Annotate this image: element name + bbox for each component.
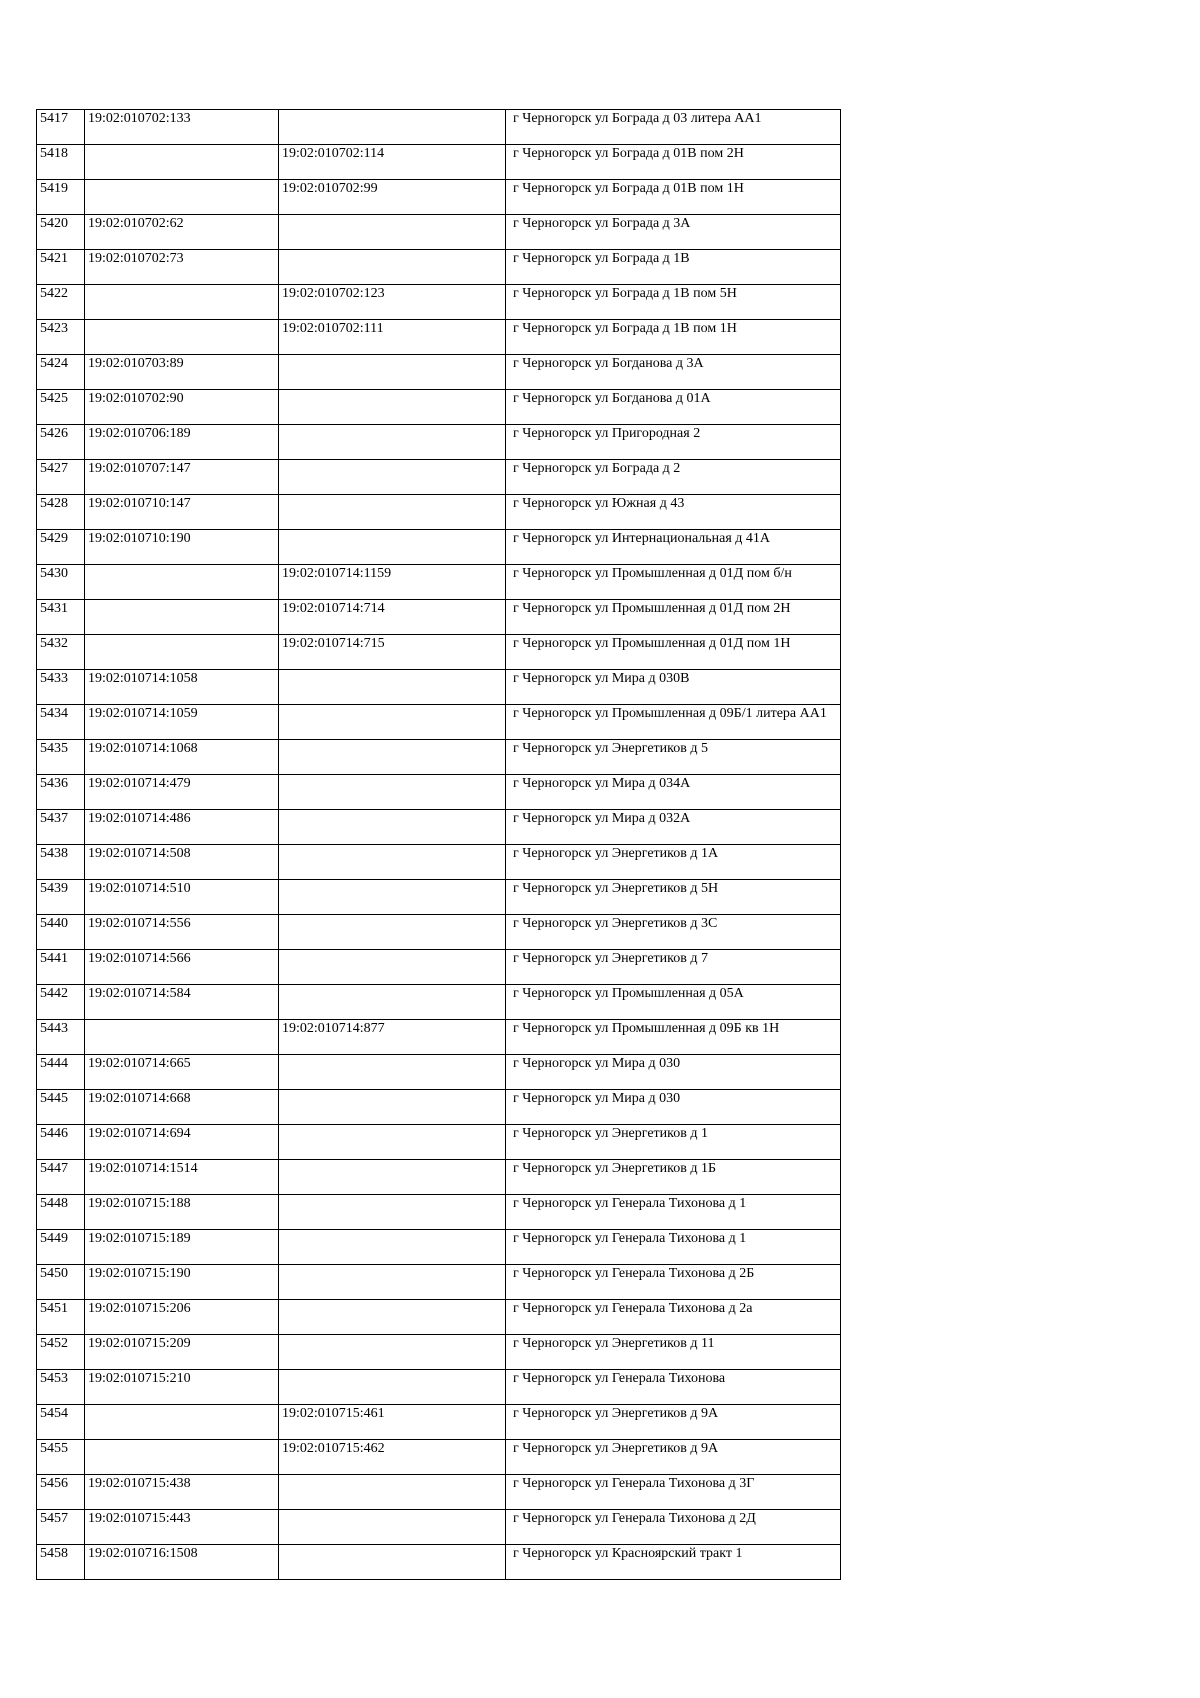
address-text: г Черногорск ул Пригородная 2 — [513, 426, 701, 441]
premises-cadastral-number-cell — [279, 775, 506, 810]
row-number-cell: 5444 — [37, 1055, 85, 1090]
address-cell — [506, 565, 841, 600]
land-cadastral-number-cell: 19:02:010714:694 — [85, 1125, 279, 1160]
address-cell — [506, 1055, 841, 1090]
address-text: г Черногорск ул Энергетиков д 1Б — [513, 1161, 717, 1176]
land-cadastral-number-cell: 19:02:010715:188 — [85, 1195, 279, 1230]
premises-cadastral-number-cell — [279, 705, 506, 740]
premises-cadastral-number-cell: 19:02:010715:462 — [279, 1440, 506, 1475]
land-cadastral-number-cell — [85, 285, 279, 320]
table-row — [37, 530, 841, 565]
table-row — [37, 1300, 841, 1335]
address-cell — [506, 1475, 841, 1510]
premises-cadastral-number-cell — [279, 1300, 506, 1335]
table-row — [37, 1055, 841, 1090]
address-cell — [506, 110, 841, 145]
land-cadastral-number-cell: 19:02:010714:508 — [85, 845, 279, 880]
address-text: г Черногорск ул Энергетиков д 1 — [513, 1126, 708, 1141]
address-cell — [506, 425, 841, 460]
address-cell — [506, 1405, 841, 1440]
premises-cadastral-number-cell — [279, 1370, 506, 1405]
land-cadastral-number-cell — [85, 320, 279, 355]
row-number-cell: 5438 — [37, 845, 85, 880]
row-number-cell: 5447 — [37, 1160, 85, 1195]
row-number-cell: 5434 — [37, 705, 85, 740]
land-cadastral-number-cell: 19:02:010710:190 — [85, 530, 279, 565]
premises-cadastral-number-cell — [279, 110, 506, 145]
row-number-cell: 5430 — [37, 565, 85, 600]
table-row — [37, 1090, 841, 1125]
table-row — [37, 1510, 841, 1545]
table-row — [37, 390, 841, 425]
table-row — [37, 600, 841, 635]
address-text: г Черногорск ул Генерала Тихонова д 1 — [513, 1196, 747, 1211]
row-number-cell: 5420 — [37, 215, 85, 250]
address-cell — [506, 495, 841, 530]
row-number-cell: 5450 — [37, 1265, 85, 1300]
premises-cadastral-number-cell — [279, 1545, 506, 1580]
land-cadastral-number-cell: 19:02:010702:73 — [85, 250, 279, 285]
premises-cadastral-number-cell — [279, 250, 506, 285]
address-cell — [506, 1090, 841, 1125]
address-text: г Черногорск ул Промышленная д 01Д пом 1Н — [513, 636, 791, 651]
table-row — [37, 740, 841, 775]
row-number-cell: 5439 — [37, 880, 85, 915]
land-cadastral-number-cell: 19:02:010715:210 — [85, 1370, 279, 1405]
row-number-cell: 5427 — [37, 460, 85, 495]
land-cadastral-number-cell: 19:02:010702:133 — [85, 110, 279, 145]
table-row — [37, 1440, 841, 1475]
row-number-cell: 5417 — [37, 110, 85, 145]
premises-cadastral-number-cell — [279, 1265, 506, 1300]
address-text: г Черногорск ул Бограда д 01В пом 1Н — [513, 181, 744, 196]
address-text: г Черногорск ул Энергетиков д 1А — [513, 846, 719, 861]
table-row — [37, 320, 841, 355]
address-text: г Черногорск ул Энергетиков д 7 — [513, 951, 708, 966]
table-row — [37, 460, 841, 495]
premises-cadastral-number-cell — [279, 1475, 506, 1510]
land-cadastral-number-cell: 19:02:010702:90 — [85, 390, 279, 425]
table-row — [37, 915, 841, 950]
address-text: г Черногорск ул Бограда д 2 — [513, 461, 681, 476]
row-number-cell: 5455 — [37, 1440, 85, 1475]
premises-cadastral-number-cell — [279, 215, 506, 250]
premises-cadastral-number-cell: 19:02:010714:877 — [279, 1020, 506, 1055]
row-number-cell: 5421 — [37, 250, 85, 285]
premises-cadastral-number-cell — [279, 845, 506, 880]
address-text: г Черногорск ул Богданова д 01А — [513, 391, 711, 406]
address-text: г Черногорск ул Энергетиков д 9А — [513, 1441, 719, 1456]
address-text: г Черногорск ул Бограда д 1В пом 1Н — [513, 321, 737, 336]
address-cell — [506, 1265, 841, 1300]
land-cadastral-number-cell — [85, 1405, 279, 1440]
table-row — [37, 1195, 841, 1230]
land-cadastral-number-cell — [85, 600, 279, 635]
address-text: г Черногорск ул Генерала Тихонова д 2а — [513, 1301, 753, 1316]
address-text: г Черногорск ул Генерала Тихонова — [513, 1371, 726, 1386]
land-cadastral-number-cell — [85, 565, 279, 600]
row-number-cell: 5426 — [37, 425, 85, 460]
address-text: г Черногорск ул Мира д 030 — [513, 1056, 681, 1071]
row-number-cell: 5451 — [37, 1300, 85, 1335]
row-number-cell: 5457 — [37, 1510, 85, 1545]
land-cadastral-number-cell: 19:02:010715:209 — [85, 1335, 279, 1370]
table-row — [37, 355, 841, 390]
row-number-cell: 5437 — [37, 810, 85, 845]
address-text: г Черногорск ул Мира д 034А — [513, 776, 691, 791]
address-text: г Черногорск ул Энергетиков д 5Н — [513, 881, 719, 896]
address-cell — [506, 1020, 841, 1055]
address-text: г Черногорск ул Энергетиков д 5 — [513, 741, 708, 756]
land-cadastral-number-cell: 19:02:010715:438 — [85, 1475, 279, 1510]
land-cadastral-number-cell: 19:02:010714:486 — [85, 810, 279, 845]
address-text: г Черногорск ул Промышленная д 01Д пом 2Н — [513, 601, 791, 616]
land-cadastral-number-cell: 19:02:010706:189 — [85, 425, 279, 460]
land-cadastral-number-cell: 19:02:010714:556 — [85, 915, 279, 950]
land-cadastral-number-cell: 19:02:010714:479 — [85, 775, 279, 810]
address-cell — [506, 145, 841, 180]
table-row — [37, 285, 841, 320]
address-cell — [506, 635, 841, 670]
address-cell — [506, 1510, 841, 1545]
premises-cadastral-number-cell — [279, 880, 506, 915]
table-row — [37, 775, 841, 810]
row-number-cell: 5429 — [37, 530, 85, 565]
address-text: г Черногорск ул Мира д 030В — [513, 671, 690, 686]
premises-cadastral-number-cell — [279, 460, 506, 495]
address-cell — [506, 1440, 841, 1475]
land-cadastral-number-cell — [85, 180, 279, 215]
premises-cadastral-number-cell — [279, 1230, 506, 1265]
land-cadastral-number-cell: 19:02:010715:206 — [85, 1300, 279, 1335]
row-number-cell: 5435 — [37, 740, 85, 775]
row-number-cell: 5458 — [37, 1545, 85, 1580]
address-cell — [506, 250, 841, 285]
address-cell — [506, 845, 841, 880]
table-row — [37, 215, 841, 250]
table-row — [37, 110, 841, 145]
land-cadastral-number-cell: 19:02:010715:189 — [85, 1230, 279, 1265]
premises-cadastral-number-cell: 19:02:010702:99 — [279, 180, 506, 215]
table-row — [37, 985, 841, 1020]
table-row — [37, 180, 841, 215]
address-text: г Черногорск ул Богданова д 3А — [513, 356, 704, 371]
table-row — [37, 705, 841, 740]
address-cell — [506, 775, 841, 810]
row-number-cell: 5440 — [37, 915, 85, 950]
table-row — [37, 1160, 841, 1195]
land-cadastral-number-cell: 19:02:010714:1068 — [85, 740, 279, 775]
land-cadastral-number-cell: 19:02:010714:668 — [85, 1090, 279, 1125]
address-cell — [506, 1230, 841, 1265]
address-text: г Черногорск ул Промышленная д 01Д пом б/н — [513, 566, 792, 581]
premises-cadastral-number-cell — [279, 390, 506, 425]
premises-cadastral-number-cell — [279, 1335, 506, 1370]
address-text: г Черногорск ул Бограда д 3А — [513, 216, 691, 231]
land-cadastral-number-cell: 19:02:010707:147 — [85, 460, 279, 495]
row-number-cell: 5449 — [37, 1230, 85, 1265]
premises-cadastral-number-cell — [279, 1125, 506, 1160]
table-row — [37, 145, 841, 180]
premises-cadastral-number-cell — [279, 1055, 506, 1090]
row-number-cell: 5428 — [37, 495, 85, 530]
table-row — [37, 635, 841, 670]
address-cell — [506, 1335, 841, 1370]
premises-cadastral-number-cell — [279, 425, 506, 460]
table-row — [37, 670, 841, 705]
premises-cadastral-number-cell — [279, 670, 506, 705]
table-row — [37, 1545, 841, 1580]
address-cell — [506, 390, 841, 425]
premises-cadastral-number-cell: 19:02:010702:123 — [279, 285, 506, 320]
address-cell — [506, 1545, 841, 1580]
property-registry-table — [36, 109, 841, 1580]
address-cell — [506, 670, 841, 705]
row-number-cell: 5446 — [37, 1125, 85, 1160]
address-cell — [506, 1370, 841, 1405]
address-text: г Черногорск ул Бограда д 01В пом 2Н — [513, 146, 744, 161]
premises-cadastral-number-cell — [279, 1510, 506, 1545]
address-text: г Черногорск ул Энергетиков д 3С — [513, 916, 718, 931]
table-row — [37, 880, 841, 915]
address-text: г Черногорск ул Бограда д 1В пом 5Н — [513, 286, 737, 301]
row-number-cell: 5441 — [37, 950, 85, 985]
table-row — [37, 810, 841, 845]
address-text: г Черногорск ул Энергетиков д 11 — [513, 1336, 715, 1351]
row-number-cell: 5422 — [37, 285, 85, 320]
row-number-cell: 5432 — [37, 635, 85, 670]
table-row — [37, 1335, 841, 1370]
row-number-cell: 5448 — [37, 1195, 85, 1230]
address-text: г Черногорск ул Генерала Тихонова д 3Г — [513, 1476, 755, 1491]
land-cadastral-number-cell: 19:02:010714:584 — [85, 985, 279, 1020]
table-row — [37, 950, 841, 985]
address-text: г Черногорск ул Бограда д 03 литера АА1 — [513, 111, 762, 126]
land-cadastral-number-cell: 19:02:010702:62 — [85, 215, 279, 250]
address-text: г Черногорск ул Генерала Тихонова д 2Б — [513, 1266, 755, 1281]
premises-cadastral-number-cell — [279, 1195, 506, 1230]
table-row — [37, 425, 841, 460]
row-number-cell: 5452 — [37, 1335, 85, 1370]
premises-cadastral-number-cell — [279, 740, 506, 775]
premises-cadastral-number-cell — [279, 530, 506, 565]
address-cell — [506, 530, 841, 565]
address-cell — [506, 950, 841, 985]
table-row — [37, 250, 841, 285]
address-cell — [506, 1160, 841, 1195]
address-cell — [506, 460, 841, 495]
table-row — [37, 1265, 841, 1300]
premises-cadastral-number-cell: 19:02:010715:461 — [279, 1405, 506, 1440]
address-text: г Черногорск ул Южная д 43 — [513, 496, 685, 511]
address-text: г Черногорск ул Генерала Тихонова д 1 — [513, 1231, 747, 1246]
table-row — [37, 565, 841, 600]
premises-cadastral-number-cell — [279, 950, 506, 985]
address-cell — [506, 985, 841, 1020]
address-text: г Черногорск ул Мира д 032А — [513, 811, 691, 826]
row-number-cell: 5442 — [37, 985, 85, 1020]
row-number-cell: 5436 — [37, 775, 85, 810]
premises-cadastral-number-cell — [279, 810, 506, 845]
land-cadastral-number-cell — [85, 145, 279, 180]
land-cadastral-number-cell — [85, 1440, 279, 1475]
address-cell — [506, 810, 841, 845]
address-cell — [506, 705, 841, 740]
premises-cadastral-number-cell: 19:02:010714:715 — [279, 635, 506, 670]
address-text: г Черногорск ул Красноярский тракт 1 — [513, 1546, 743, 1561]
land-cadastral-number-cell: 19:02:010715:443 — [85, 1510, 279, 1545]
table-row — [37, 1370, 841, 1405]
row-number-cell: 5423 — [37, 320, 85, 355]
address-text: г Черногорск ул Интернациональная д 41А — [513, 531, 771, 546]
address-cell — [506, 285, 841, 320]
row-number-cell: 5456 — [37, 1475, 85, 1510]
table-row — [37, 1230, 841, 1265]
land-cadastral-number-cell: 19:02:010714:1058 — [85, 670, 279, 705]
table-row — [37, 1475, 841, 1510]
row-number-cell: 5424 — [37, 355, 85, 390]
row-number-cell: 5453 — [37, 1370, 85, 1405]
row-number-cell: 5418 — [37, 145, 85, 180]
premises-cadastral-number-cell: 19:02:010714:714 — [279, 600, 506, 635]
address-cell — [506, 740, 841, 775]
land-cadastral-number-cell: 19:02:010710:147 — [85, 495, 279, 530]
address-cell — [506, 215, 841, 250]
address-text: г Черногорск ул Генерала Тихонова д 2Д — [513, 1511, 756, 1526]
land-cadastral-number-cell: 19:02:010715:190 — [85, 1265, 279, 1300]
address-text: г Черногорск ул Мира д 030 — [513, 1091, 681, 1106]
address-text: г Черногорск ул Промышленная д 09Б/1 литера АА1 — [513, 706, 827, 721]
premises-cadastral-number-cell: 19:02:010702:111 — [279, 320, 506, 355]
land-cadastral-number-cell — [85, 635, 279, 670]
address-cell — [506, 915, 841, 950]
row-number-cell: 5443 — [37, 1020, 85, 1055]
premises-cadastral-number-cell — [279, 355, 506, 390]
table-row — [37, 495, 841, 530]
address-cell — [506, 600, 841, 635]
row-number-cell: 5431 — [37, 600, 85, 635]
table-row — [37, 1020, 841, 1055]
premises-cadastral-number-cell: 19:02:010702:114 — [279, 145, 506, 180]
premises-cadastral-number-cell — [279, 1160, 506, 1195]
row-number-cell: 5454 — [37, 1405, 85, 1440]
premises-cadastral-number-cell — [279, 1090, 506, 1125]
row-number-cell: 5419 — [37, 180, 85, 215]
land-cadastral-number-cell: 19:02:010716:1508 — [85, 1545, 279, 1580]
land-cadastral-number-cell: 19:02:010714:1059 — [85, 705, 279, 740]
land-cadastral-number-cell: 19:02:010703:89 — [85, 355, 279, 390]
address-cell — [506, 1125, 841, 1160]
table-row — [37, 1125, 841, 1160]
address-cell — [506, 1300, 841, 1335]
premises-cadastral-number-cell — [279, 915, 506, 950]
address-cell — [506, 355, 841, 390]
land-cadastral-number-cell — [85, 1020, 279, 1055]
registry-table-body — [37, 110, 841, 1580]
address-cell — [506, 180, 841, 215]
table-row — [37, 845, 841, 880]
address-cell — [506, 1195, 841, 1230]
address-cell — [506, 320, 841, 355]
address-text: г Черногорск ул Промышленная д 05А — [513, 986, 744, 1001]
land-cadastral-number-cell: 19:02:010714:510 — [85, 880, 279, 915]
land-cadastral-number-cell: 19:02:010714:566 — [85, 950, 279, 985]
address-cell — [506, 880, 841, 915]
row-number-cell: 5425 — [37, 390, 85, 425]
address-text: г Черногорск ул Бограда д 1В — [513, 251, 690, 266]
table-row — [37, 1405, 841, 1440]
row-number-cell: 5433 — [37, 670, 85, 705]
address-text: г Черногорск ул Энергетиков д 9А — [513, 1406, 719, 1421]
address-text: г Черногорск ул Промышленная д 09Б кв 1Н — [513, 1021, 780, 1036]
premises-cadastral-number-cell: 19:02:010714:1159 — [279, 565, 506, 600]
premises-cadastral-number-cell — [279, 985, 506, 1020]
premises-cadastral-number-cell — [279, 495, 506, 530]
land-cadastral-number-cell: 19:02:010714:1514 — [85, 1160, 279, 1195]
row-number-cell: 5445 — [37, 1090, 85, 1125]
land-cadastral-number-cell: 19:02:010714:665 — [85, 1055, 279, 1090]
